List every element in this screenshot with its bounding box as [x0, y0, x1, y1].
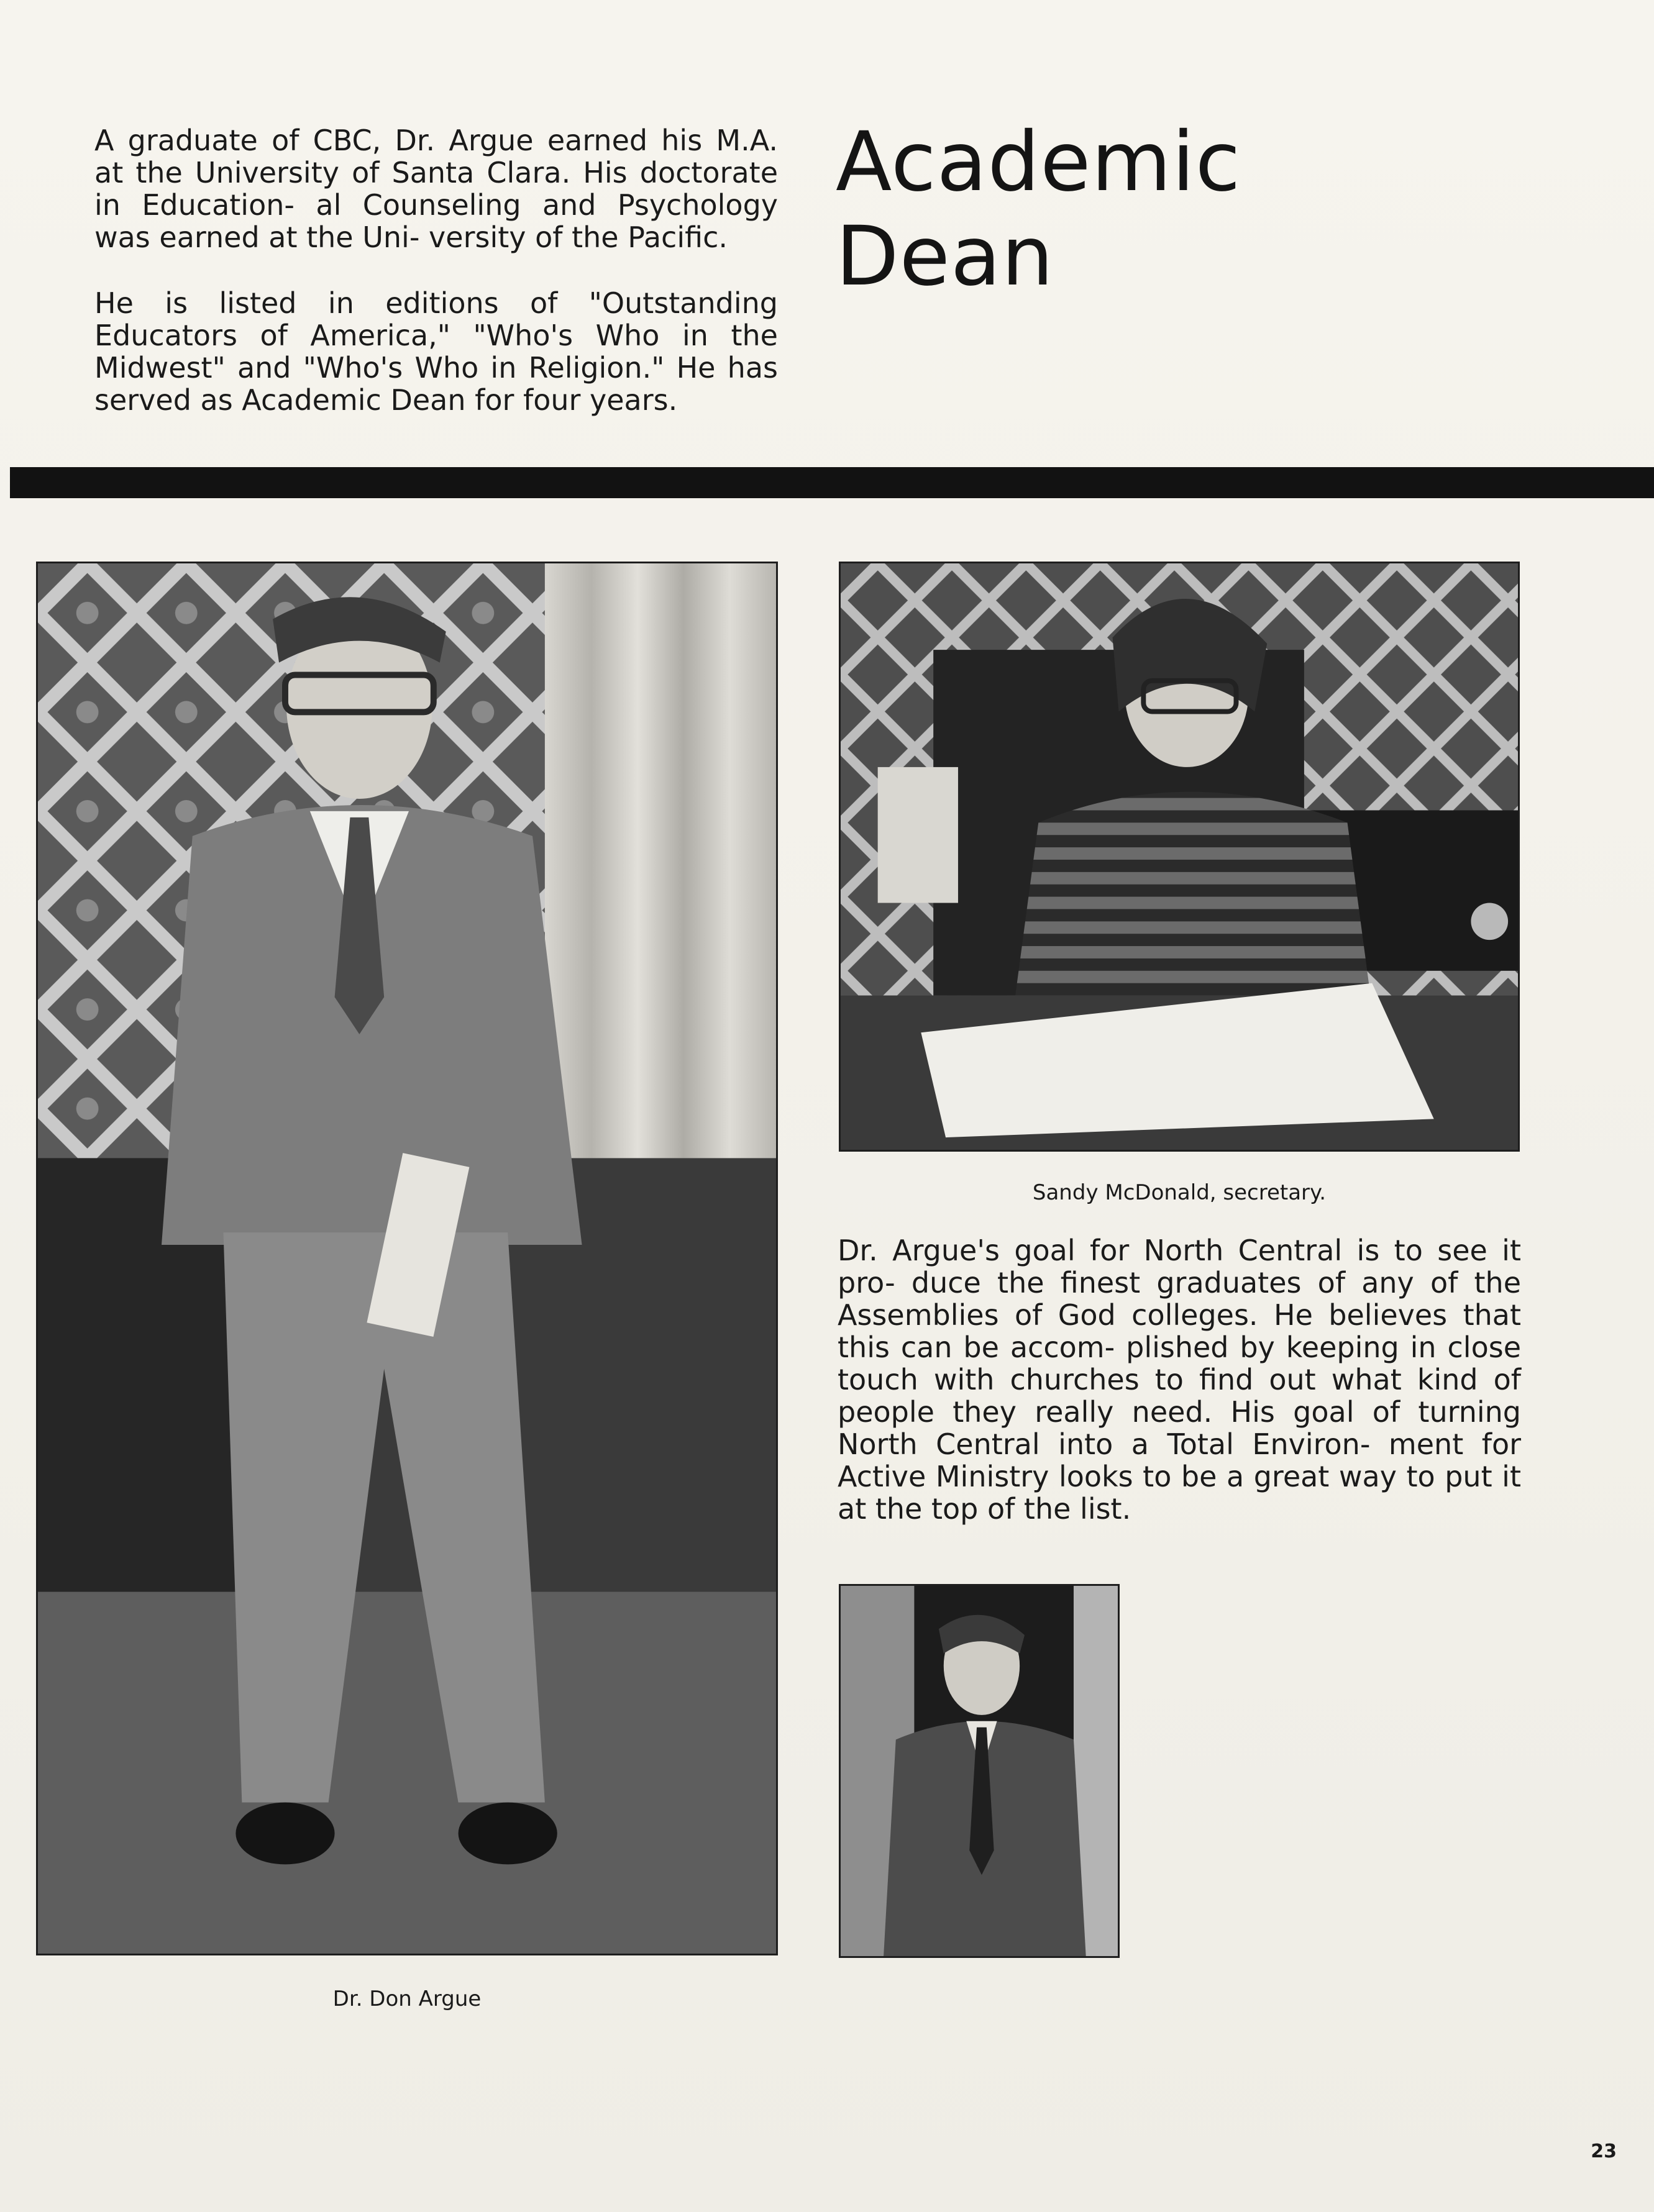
title-line-1: Academic — [836, 114, 1241, 210]
small-portrait-photo — [839, 1584, 1120, 1958]
secretary-illustration — [841, 563, 1518, 1150]
intro-paragraph-1: A graduate of CBC, Dr. Argue earned his M.A. at the University of Santa Clara. His doctorate in Education- al Counseling and Psychology was earned at the Uni- versity of the Pacific. — [94, 124, 778, 254]
main-portrait-photo — [36, 562, 778, 1955]
small-portrait-illustration — [841, 1586, 1118, 1956]
secretary-photo — [839, 562, 1520, 1152]
intro-text — [94, 124, 778, 450]
secretary-photo-caption: Sandy McDonald, secretary. — [1032, 1180, 1327, 1205]
page-number: 23 — [1591, 2141, 1617, 2162]
main-photo-caption: Dr. Don Argue — [332, 1987, 482, 2011]
page-title — [836, 115, 1241, 304]
title-line-2: Dean — [836, 209, 1054, 304]
main-portrait-illustration — [38, 563, 776, 1954]
goal-paragraph: Dr. Argue's goal for North Central is to see it pro- duce the finest graduates of any of the Assemblies of God colleges. He believes that this can be accom- plished by keeping in close touch with churches to find out what kind of people they really need. His goal of turning North Central into a Total Environ- ment for Active Ministry looks to be a great way to put it at the top of the list. — [838, 1234, 1521, 1526]
section-divider-bar — [10, 467, 1654, 498]
intro-paragraph-2: He is listed in editions of "Outstanding Educators of America," "Who's Who in the Midwest" and "Who's Who in Religion." He has served as Academic Dean for four years. — [94, 286, 778, 417]
